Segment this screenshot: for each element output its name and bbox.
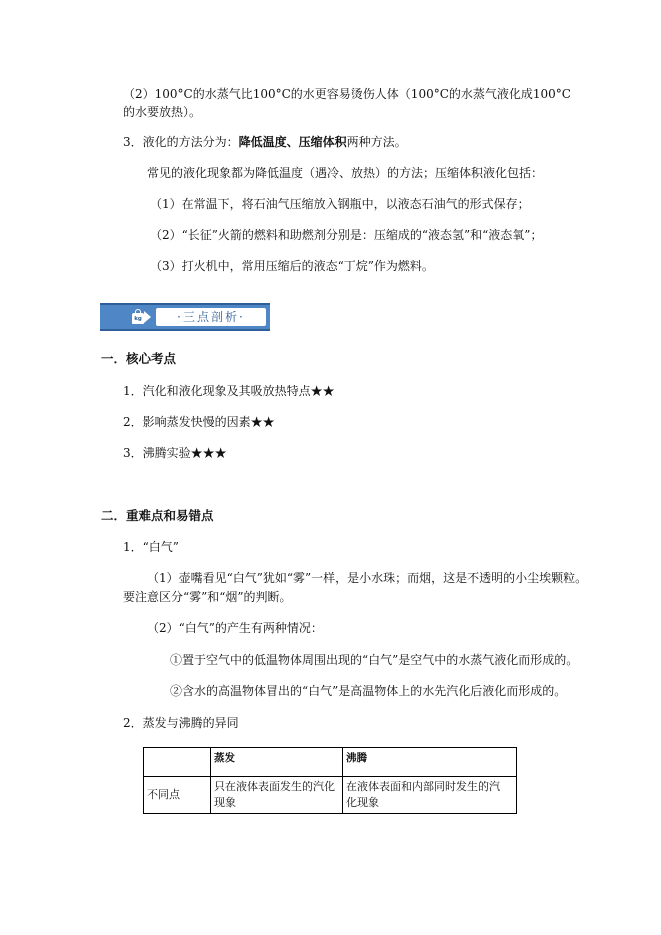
table-header-row	[144, 748, 517, 777]
core-item-1: 1．汽化和液化现象及其吸放热特点★★	[123, 384, 335, 398]
banner-label: ·三点剖析·	[156, 308, 266, 326]
intro-item3: （3）打火机中，常用压缩后的液态“丁烷”作为燃料。	[150, 259, 434, 273]
point1-p1-line2: 要注意区分“雾”和“烟”的判断。	[123, 590, 292, 604]
kg-icon-text: kg	[134, 316, 142, 322]
intro-common: 常见的液化现象都为降低温度（遇冷、放热）的方法；压缩体积液化包括：	[147, 166, 544, 180]
core-item-2: 2．影响蒸发快慢的因素★★	[123, 415, 275, 429]
evap-line2: 现象	[214, 796, 236, 809]
point1-p2: （2）“白气”的产生有两种情况：	[147, 621, 323, 635]
intro-item2: （2）“长征”火箭的燃料和助燃剂分别是：压缩成的“液态氢”和“液态氧”；	[150, 228, 543, 242]
evap-line1: 只在液体表面发生的汽化	[214, 780, 335, 793]
intro-p3	[123, 134, 407, 150]
boil-line1: 在液体表面和内部同时发生的汽	[346, 780, 500, 793]
table-row-label: 不同点	[144, 777, 211, 814]
point2-title: 2．蒸发与沸腾的异同	[123, 716, 239, 730]
intro-p3-suffix: 两种方法。	[346, 135, 407, 149]
point1-p1-line1: （1）壶嘴看见“白气”犹如“雾”一样，是小水珠；而烟，这是不透明的小尘埃颗粒。	[147, 571, 588, 585]
table-row	[144, 777, 517, 814]
core-item-3: 3．沸腾实验★★★	[123, 446, 227, 460]
core-heading: 一．核心考点	[101, 351, 177, 366]
evaporation-boiling-table	[143, 747, 517, 814]
point1-title: 1．“白气”	[123, 540, 179, 554]
table-cell-evaporation	[211, 777, 343, 814]
banner-chevron-icon	[144, 311, 151, 323]
intro-p2-line2: 的水要放热）。	[123, 105, 202, 119]
case-1: ①置于空气中的低温物体周围出现的“白气”是空气中的水蒸气液化而形成的。	[170, 653, 579, 667]
table-header-evaporation: 蒸发	[211, 748, 343, 777]
case-2: ②含水的高温物体冒出的“白气”是高温物体上的水先汽化后液化而形成的。	[170, 684, 567, 698]
table-cell-boiling	[343, 777, 517, 814]
section-banner	[100, 303, 270, 331]
intro-item1: （1）在常温下，将石油气压缩放入钢瓶中，以液态石油气的形式保存；	[150, 197, 530, 211]
table-header-boiling: 沸腾	[343, 748, 517, 777]
boil-line2: 化现象	[346, 796, 379, 809]
intro-p3-prefix: 3．液化的方法分为：	[123, 135, 239, 149]
table-header-corner	[144, 748, 211, 777]
difficult-heading: 二．重难点和易错点	[101, 508, 214, 523]
intro-p3-bold: 降低温度、压缩体积	[238, 135, 347, 149]
intro-p2-line1: （2）100°C的水蒸气比100°C的水更容易烫伤人体（100°C的水蒸气液化成100°C	[123, 87, 571, 101]
